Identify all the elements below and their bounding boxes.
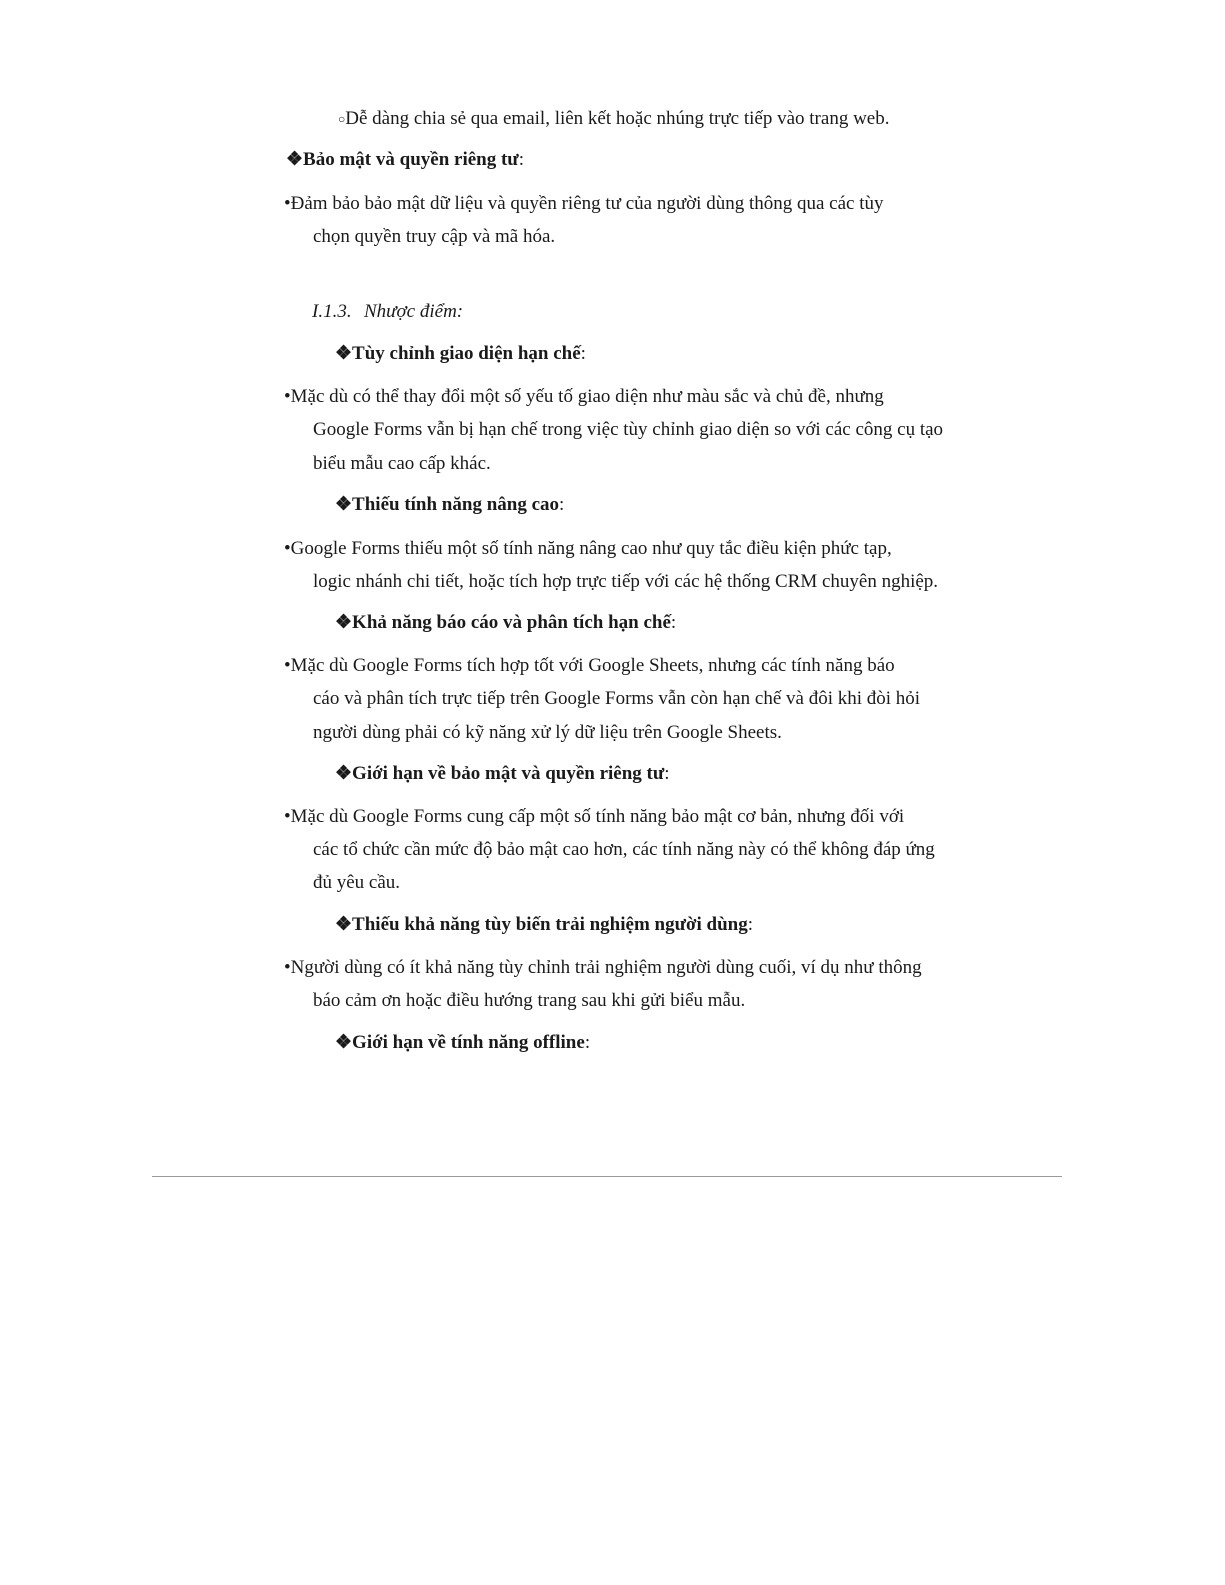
item-heading	[335, 1031, 590, 1055]
item-heading-text: Tùy chỉnh giao diện hạn chế	[352, 343, 581, 364]
item-heading-text: Thiếu khả năng tùy biến trải nghiệm người dùng	[352, 914, 748, 935]
item-heading	[335, 762, 670, 786]
item-heading	[335, 913, 753, 937]
item-heading	[335, 493, 564, 517]
dot-bullet-icon: •	[284, 386, 291, 407]
item-paragraph-line	[313, 570, 938, 594]
item-paragraph-line	[284, 956, 922, 980]
paragraph-text: báo cảm ơn hoặc điều hướng trang sau khi gửi biểu mẫu.	[313, 990, 746, 1011]
paragraph-text: Đảm bảo bảo mật dữ liệu và quyền riêng tư của người dùng thông qua các tùy	[290, 193, 884, 214]
dot-bullet-icon: •	[284, 538, 291, 559]
item-paragraph-line	[284, 654, 895, 678]
security-paragraph-line-1	[284, 192, 884, 216]
item-paragraph-line	[313, 452, 491, 476]
paragraph-text: chọn quyền truy cập và mã hóa.	[313, 226, 556, 247]
item-heading-text: Thiếu tính năng nâng cao	[352, 494, 560, 515]
heading-colon: :	[584, 1032, 591, 1053]
paragraph-text: các tổ chức cần mức độ bảo mật cao hơn, các tính năng này có thể không đáp ứng	[313, 839, 935, 860]
item-paragraph-line	[313, 989, 745, 1013]
diamond-bullet-icon: ❖	[286, 149, 304, 170]
heading-colon: :	[670, 612, 677, 633]
item-paragraph-line	[284, 385, 884, 409]
paragraph-text: biểu mẫu cao cấp khác.	[313, 453, 491, 474]
item-heading-text: Giới hạn về tính năng offline	[352, 1032, 585, 1053]
paragraph-text: đủ yêu cầu.	[313, 872, 401, 893]
paragraph-text: Mặc dù có thể thay đổi một số yếu tố giao diện như màu sắc và chủ đề, nhưng	[290, 386, 884, 407]
sub-bullet-line	[338, 107, 889, 132]
paragraph-text: cáo và phân tích trực tiếp trên Google Forms vẫn còn hạn chế và đôi khi đòi hỏi	[313, 688, 921, 709]
sub-bullet-text: Dễ dàng chia sẻ qua email, liên kết hoặc nhúng trực tiếp vào trang web.	[345, 108, 890, 129]
heading-colon: :	[747, 914, 754, 935]
dot-bullet-icon: •	[284, 655, 291, 676]
heading-colon: :	[664, 763, 670, 784]
item-paragraph-line	[313, 871, 400, 895]
section-title-text: Nhược điểm:	[364, 301, 464, 322]
diamond-bullet-icon: ❖	[335, 914, 353, 935]
item-paragraph-line	[313, 838, 935, 862]
heading-colon: :	[518, 149, 524, 170]
security-heading	[286, 148, 524, 172]
security-paragraph-line-2	[313, 225, 555, 249]
paragraph-text: Mặc dù Google Forms tích hợp tốt với Google Sheets, nhưng các tính năng báo	[290, 655, 895, 676]
paragraph-text: Google Forms thiếu một số tính năng nâng cao như quy tắc điều kiện phức tạp,	[290, 538, 892, 559]
item-paragraph-line	[284, 805, 904, 829]
item-heading-text: Khả năng báo cáo và phân tích hạn chế	[352, 612, 671, 633]
paragraph-text: Google Forms vẫn bị hạn chế trong việc tùy chỉnh giao diện so với các công cụ tạo	[313, 419, 944, 440]
heading-colon: :	[559, 494, 565, 515]
item-paragraph-line	[313, 418, 943, 442]
paragraph-text: logic nhánh chi tiết, hoặc tích hợp trực tiếp với các hệ thống CRM chuyên nghiệp.	[313, 571, 939, 592]
item-paragraph-line	[284, 537, 892, 561]
item-heading-text: Giới hạn về bảo mật và quyền riêng tư	[352, 763, 665, 784]
dot-bullet-icon: •	[284, 193, 291, 214]
paragraph-text: Người dùng có ít khả năng tùy chỉnh trải nghiệm người dùng cuối, ví dụ như thông	[290, 957, 922, 978]
diamond-bullet-icon: ❖	[335, 1032, 353, 1053]
item-heading	[335, 611, 676, 635]
section-number: I.1.3.	[312, 301, 352, 322]
paragraph-text: Mặc dù Google Forms cung cấp một số tính năng bảo mật cơ bản, nhưng đối với	[290, 806, 905, 827]
security-heading-text: Bảo mật và quyền riêng tư	[303, 149, 519, 170]
item-paragraph-line	[313, 721, 782, 745]
diamond-bullet-icon: ❖	[335, 494, 353, 515]
dot-bullet-icon: •	[284, 957, 291, 978]
diamond-bullet-icon: ❖	[335, 612, 353, 633]
hollow-circle-bullet-icon: ○	[338, 112, 346, 126]
section-title	[312, 300, 463, 324]
diamond-bullet-icon: ❖	[335, 763, 353, 784]
item-paragraph-line	[313, 687, 920, 711]
dot-bullet-icon: •	[284, 806, 291, 827]
page-footer-divider	[152, 1176, 1062, 1177]
item-heading	[335, 342, 586, 366]
paragraph-text: người dùng phải có kỹ năng xử lý dữ liệu trên Google Sheets.	[313, 722, 782, 743]
diamond-bullet-icon: ❖	[335, 343, 353, 364]
heading-colon: :	[580, 343, 586, 364]
